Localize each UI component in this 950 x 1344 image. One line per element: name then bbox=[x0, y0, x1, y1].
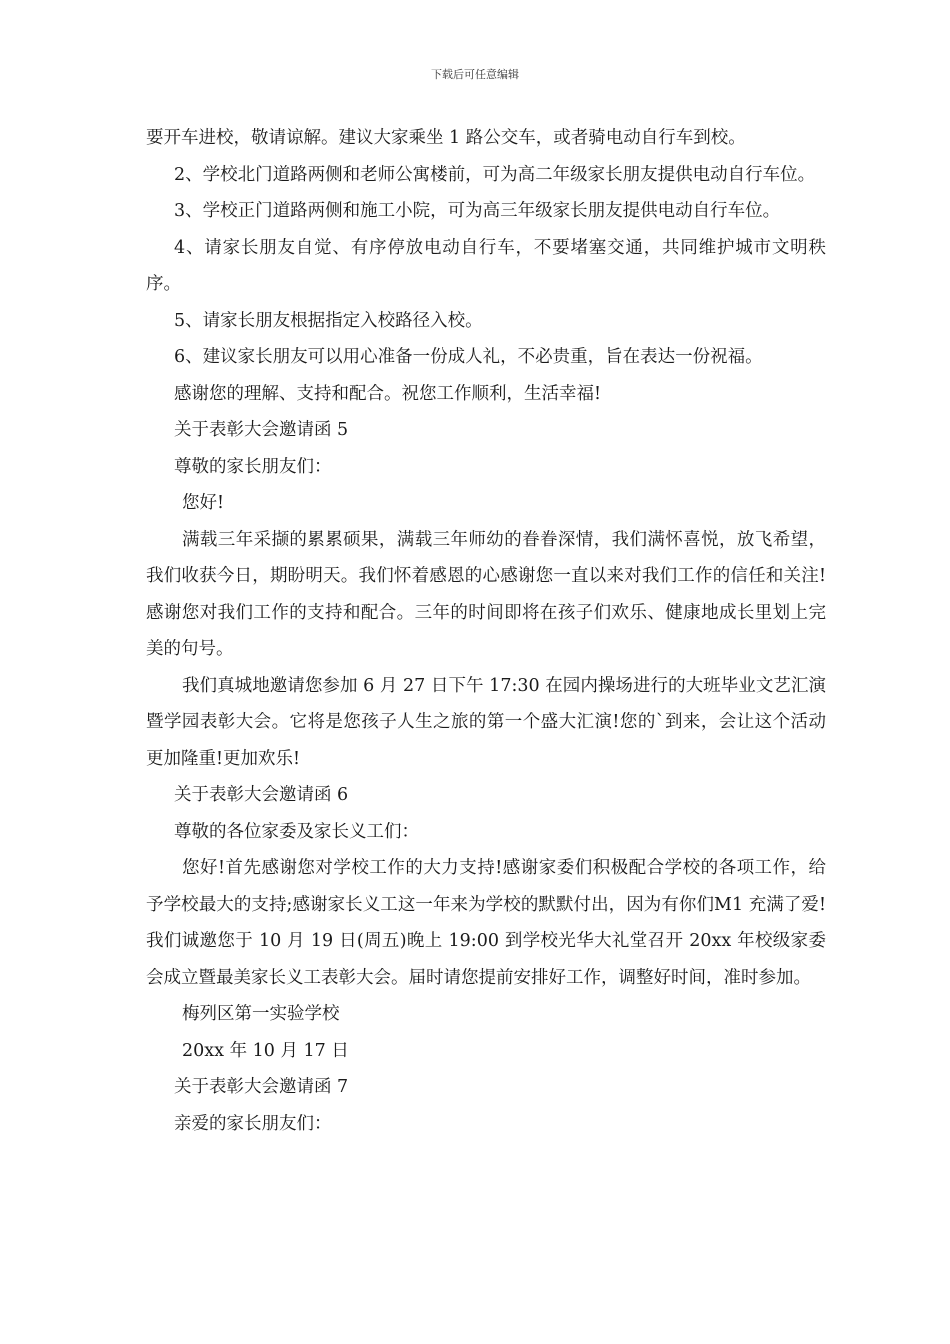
section-title: 关于表彰大会邀请函 7 bbox=[174, 1077, 349, 1097]
signature-date: 20xx 年 10 月 17 日 bbox=[182, 1040, 349, 1061]
paragraph: 您好!首先感谢您对学校工作的大力支持!感谢家委们积极配合学校的各项工作，给予学校最大的支持;感谢家长义工这一年来为学校的默默付出，因为有你们M1 充满了爱!我们诚邀您于 10 月 19 日(周五)晚上 19:00 到学校光华大礼堂召开 20xx 年校级家委会成立暨最美家长义工表彰大会。届时请您提前安排好工作，调整好时间，准时参加。 bbox=[146, 858, 826, 988]
document-body bbox=[146, 120, 826, 1142]
signature-school: 梅列区第一实验学校 bbox=[182, 1004, 340, 1024]
paragraph: 感谢您的理解、支持和配合。祝您工作顺利，生活幸福! bbox=[174, 383, 602, 404]
paragraph: 2、学校北门道路两侧和老师公寓楼前，可为高二年级家长朋友提供电动自行车位。 bbox=[174, 164, 816, 185]
paragraph: 满载三年采撷的累累硕果，满载三年师幼的眷眷深情，我们满怀喜悦，放飞希望，我们收获今日，期盼明天。我们怀着感恩的心感谢您一直以来对我们工作的信任和关注!感谢您对我们工作的支持和配合。三年的时间即将在孩子们欢乐、健康地成长里划上完美的句号。 bbox=[146, 529, 826, 659]
paragraph: 要开车进校，敬请谅解。建议大家乘坐 1 路公交车，或者骑电动自行车到校。 bbox=[146, 128, 746, 148]
greeting: 您好! bbox=[182, 493, 225, 513]
section-title: 关于表彰大会邀请函 5 bbox=[174, 420, 349, 440]
salutation: 尊敬的家长朋友们： bbox=[174, 456, 332, 477]
paragraph: 4、请家长朋友自觉、有序停放电动自行车，不要堵塞交通，共同维护城市文明秩序。 bbox=[146, 237, 826, 294]
paragraph: 6、建议家长朋友可以用心准备一份成人礼，不必贵重，旨在表达一份祝福。 bbox=[174, 347, 763, 367]
section-title: 关于表彰大会邀请函 6 bbox=[174, 785, 349, 805]
page-header-note: 下载后可任意编辑 bbox=[431, 68, 519, 81]
paragraph: 我们真城地邀请您参加 6 月 27 日下午 17:30 在园内操场进行的大班毕业文艺汇演暨学园表彰大会。它将是您孩子人生之旅的第一个盛大汇演!您的`到来，会让这个活动更加隆重!更加欢乐! bbox=[146, 675, 826, 769]
salutation: 亲爱的家长朋友们： bbox=[174, 1113, 332, 1134]
salutation: 尊敬的各位家委及家长义工们： bbox=[174, 821, 419, 842]
paragraph: 5、请家长朋友根据指定入校路径入校。 bbox=[174, 310, 483, 331]
paragraph: 3、学校正门道路两侧和施工小院，可为高三年级家长朋友提供电动自行车位。 bbox=[174, 201, 781, 221]
